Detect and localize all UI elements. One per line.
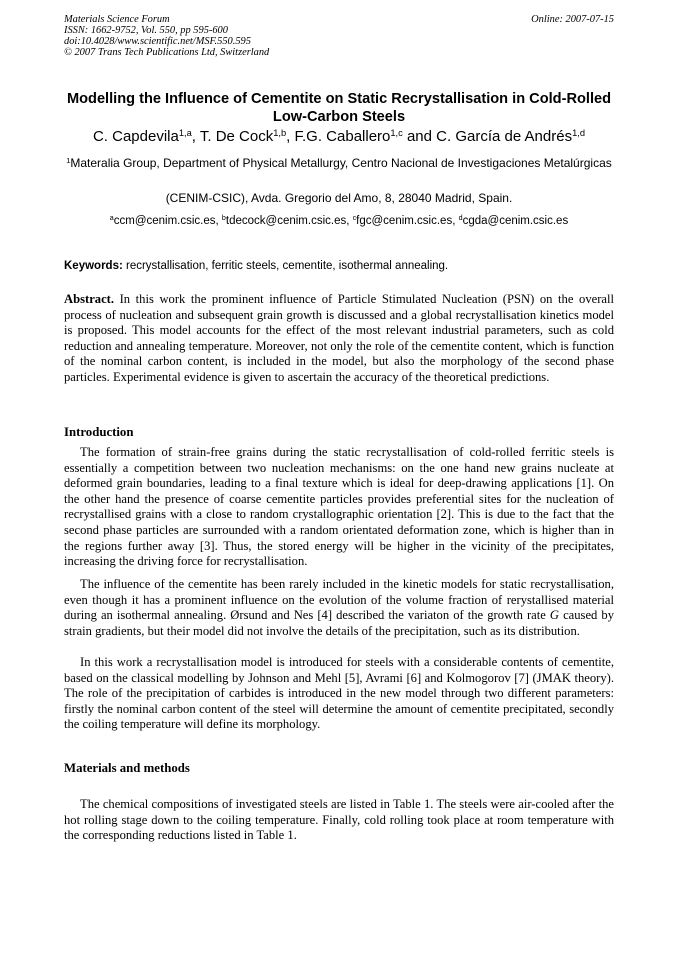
abstract-label: Abstract. [64, 292, 115, 306]
author-name: C. García de Andrés [436, 128, 573, 145]
intro-paragraph-2-text: caused by strain gradients, but their model did not involve the details of the precipitation, such as its distribution. [64, 608, 615, 638]
author-superscript: 1,c [390, 127, 403, 138]
email-address: tdecock@cenim.csic.es [225, 215, 347, 227]
keywords-label: Keywords: [64, 260, 123, 272]
author-superscript: 1,b [273, 127, 287, 138]
journal-header [64, 14, 614, 58]
abstract [64, 292, 614, 386]
author-superscript: 1,d [572, 127, 586, 138]
journal-issn: ISSN: 1662-9752, Vol. 550, pp 595-600 [64, 25, 228, 36]
email-list: $^a$ccm@cenim.csic.es, $^b$tdecock@cenim.csic.es, $^c$fgc@cenim.csic.es, $^d$cgda@cenim.csic.es [109, 214, 569, 227]
journal-name: Materials Science Forum [64, 14, 170, 25]
keywords-text: recrystallisation, ferritic steels, cementite, isothermal annealing. [122, 260, 449, 272]
materials-paragraph-1: The chemical compositions of investigated steels are listed in Table 1. The steels were air-cooled after the hot rolling stage down to the coiling temperature. Finally, cold rolling took place at room temperature with the corresponding reductions listed in Table 1. [64, 797, 614, 843]
affiliation-text: Materalia Group, Department of Physical Metallurgy, Centro Nacional de Investigaciones Metalúrgicas [70, 156, 612, 170]
author-name: F.G. Caballero [294, 128, 391, 145]
email-superscript: b [221, 214, 226, 223]
email-superscript: c [352, 214, 357, 223]
author-separator: , [191, 128, 200, 145]
keywords [64, 259, 614, 274]
author-superscript: 1,a [178, 127, 192, 138]
email-superscript: a [109, 214, 114, 223]
intro-paragraph-2-text: The influence of the cementite has been rarely included in the kinetic models for static recrystallisation, even though it has a prominent influence on the evolution of the volume fraction of rerystallised material during an isothermal annealing. Ørsund and Nes [4] described the variaton of the growth rate [64, 577, 614, 623]
intro-paragraph-2 [64, 577, 614, 639]
email-superscript: d [458, 214, 463, 223]
affiliation-line-1 [64, 156, 614, 172]
growth-rate-variable: G [549, 608, 560, 623]
intro-paragraph-1: The formation of strain-free grains during the static recrystallisation of cold-rolled ferritic steels is essentially a competition between two nucleation mechanisms: on the one hand new grains nucleate at deformed grain boundaries, leading to a final texture which is ideal for deep-drawing applications [1]. On the other hand the presence of coarse cementite particles provides preferential sites for the nucleation of recrystallised grains with a close to random crystallographic orientation [2]. This is due to the fact that the second phase particles are surrounded with a random orientated deformation zone, which is higher than in the regions further away [3]. Thus, the stored energy will be higher in the vicinity of the precipitates, increasing the driving force for recrystallisation. [64, 445, 614, 569]
author-name: T. De Cock [199, 128, 274, 145]
intro-paragraph-3: In this work a recrystallisation model is introduced for steels with a considerable contents of cementite, based on the classical modelling by Johnson and Mehl [5], Avrami [6] and Kolmogorov [7] (JMAK theory). The role of the precipitation of carbides is introduced in the new model through two different parameters: firstly the nominal carbon content of the steel will determine the amount of cementite precipitated, secondly the coiling temperature will define its morphology. [64, 655, 614, 732]
abstract-text: In this work the prominent influence of Particle Stimulated Nucleation (PSN) on the overall process of nucleation and subsequent grain growth is discussed and a global recrystallisation kinetics model is proposed. This model accounts for the effect of the most relevant industrial parameters, such as cold reduction and annealing temperature. Moreover, not only the role of the cementite content, which is function of the nominal carbon content, is included in the model, but also the morphology of the second phase particles. Experimental evidence is given to ascertain the accuracy of the theoretical predictions. [64, 292, 614, 384]
author-separator: and [402, 128, 437, 145]
affiliation-superscript: 1 [66, 155, 71, 165]
journal-doi: doi:10.4028/www.scientific.net/MSF.550.595 [64, 36, 251, 47]
journal-copyright: © 2007 Trans Tech Publications Ltd, Switzerland [64, 47, 270, 58]
email-address: ccm@cenim.csic.es [113, 215, 216, 227]
author-separator: , [286, 128, 295, 145]
online-date: Online: 2007-07-15 [531, 14, 614, 25]
email-address: cgda@cenim.csic.es [462, 215, 569, 227]
author-name: C. Capdevila [92, 128, 179, 145]
author-list [64, 128, 614, 146]
affiliation-line-2: (CENIM-CSIC), Avda. Gregorio del Amo, 8, 28040 Madrid, Spain. [165, 191, 513, 205]
section-heading-materials: Materials and methods [64, 761, 190, 775]
section-heading-introduction: Introduction [64, 425, 134, 439]
paper-title: Modelling the Influence of Cementite on Static Recrystallisation in Cold-Rolled Low-Carbon Steels [66, 91, 612, 125]
email-address: fgc@cenim.csic.es [356, 215, 453, 227]
